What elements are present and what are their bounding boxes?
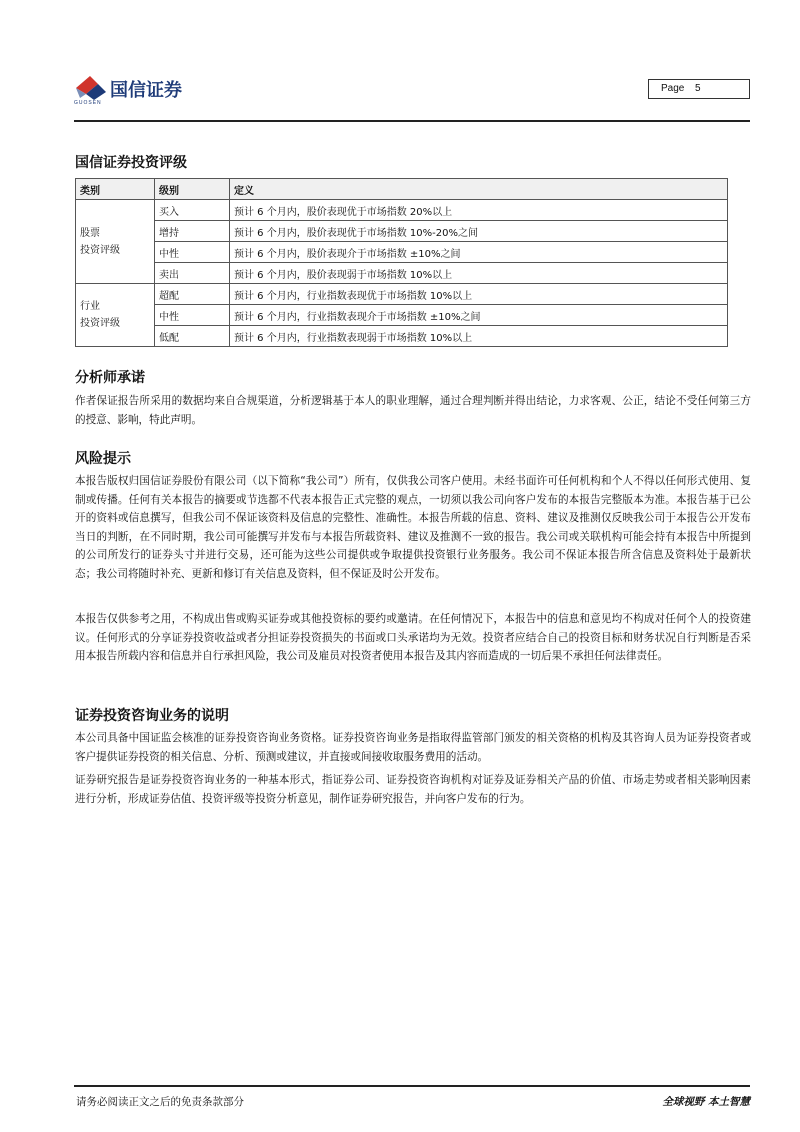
category-line: 股票 — [80, 227, 100, 239]
level-cell: 卖出 — [155, 263, 230, 284]
table-row — [76, 305, 728, 326]
consulting-paragraph-1: 本公司具备中国证监会核准的证券投资咨询业务资格。证券投资咨询业务是指取得监管部门颁发的相关资格的机构及其咨询人员为证券投资者或客户提供证券投资的相关信息、分析、预测或建议，并直接或间接收取服务费用的活动。 — [75, 732, 751, 763]
logo-subtext: GUOSEN — [74, 100, 102, 106]
risk-paragraph-2: 本报告仅供参考之用，不构成出售或购买证券或其他投资标的要约或邀请。在任何情况下，本报告中的信息和意见均不构成对任何个人的投资建议。任何形式的分享证券投资收益或者分担证券投资损失的书面或口头承诺均为无效。投资者应结合自己的投资目标和财务状况自行判断是否采用本报告所载内容和信息并自行承担风险，我公司及雇员对投资者使用本报告及其内容而造成的一切后果不承担任何法律责任。 — [75, 613, 751, 662]
footer-divider — [74, 1085, 750, 1087]
definition-cell: 预计 6 个月内，股价表现介于市场指数 ±10%之间 — [230, 242, 728, 263]
definition-cell: 预计 6 个月内，行业指数表现介于市场指数 ±10%之间 — [230, 305, 728, 326]
table-row — [76, 284, 728, 305]
analyst-section-title: 分析师承诺 — [75, 370, 145, 386]
table-header-row — [76, 179, 728, 200]
level-cell: 中性 — [155, 242, 230, 263]
level-cell: 增持 — [155, 221, 230, 242]
definition-cell: 预计 6 个月内，行业指数表现弱于市场指数 10%以上 — [230, 326, 728, 347]
definition-cell: 预计 6 个月内，股价表现弱于市场指数 10%以上 — [230, 263, 728, 284]
consulting-section-title: 证券投资咨询业务的说明 — [75, 708, 229, 724]
header-definition: 定义 — [230, 179, 728, 200]
consulting-paragraph-2: 证券研究报告是证券投资咨询业务的一种基本形式，指证券公司、证券投资咨询机构对证券及证券相关产品的价值、市场走势或者相关影响因素进行分析，形成证券估值、投资评级等投资分析意见，制作证券研究报告，并向客户发布的行为。 — [75, 774, 751, 805]
category-cell-stock — [76, 200, 155, 284]
definition-cell: 预计 6 个月内，股价表现优于市场指数 20%以上 — [230, 200, 728, 221]
category-line: 行业 — [80, 301, 100, 312]
table-row — [76, 200, 728, 221]
logo-text: 国信证券 — [110, 80, 182, 101]
category-line: 投资评级 — [80, 244, 120, 256]
header-divider — [74, 120, 750, 122]
definition-cell: 预计 6 个月内，股价表现优于市场指数 10%-20%之间 — [230, 221, 728, 242]
page-header — [74, 70, 750, 122]
table-row — [76, 263, 728, 284]
header-category: 类别 — [76, 179, 155, 200]
rating-table — [75, 178, 728, 347]
rating-section-title: 国信证券投资评级 — [75, 155, 187, 171]
level-cell: 低配 — [155, 326, 230, 347]
level-cell: 买入 — [155, 200, 230, 221]
page-label: Page — [661, 83, 685, 94]
risk-section-title: 风险提示 — [75, 451, 131, 467]
table-row — [76, 242, 728, 263]
header-level: 级别 — [155, 179, 230, 200]
level-cell: 中性 — [155, 305, 230, 326]
page-number-box — [648, 79, 750, 99]
table-row — [76, 221, 728, 242]
logo-mark-icon — [74, 74, 108, 100]
risk-paragraph-1: 本报告版权归国信证券股份有限公司（以下简称“我公司”）所有，仅供我公司客户使用。未经书面许可任何机构和个人不得以任何形式使用、复制或传播。任何有关本报告的摘要或节选都不代表本报告正式完整的观点，一切须以我公司向客户发布的本报告完整版本为准。本报告基于已公开的资料或信息撰写，但我公司不保证该资料及信息的完整性、准确性。本报告所载的信息、资料、建议及推测仅反映我公司于本报告公开发布当日的判断，在不同时期，我公司可能撰写并发布与本报告所载资料、建议及推测不一致的报告。我公司或关联机构可能会持有本报告中所提到的公司所发行的证券头寸并进行交易，还可能为这些公司提供或争取提供投资银行业务服务。我公司不保证本报告所含信息及资料处于最新状态；我公司将随时补充、更新和修订有关信息及资料，但不保证及时公开发布。 — [75, 475, 751, 580]
footer-disclaimer-note: 请务必阅读正文之后的免责条款部分 — [76, 1096, 244, 1108]
category-cell-industry — [76, 284, 155, 347]
analyst-paragraph: 作者保证报告所采用的数据均来自合规渠道，分析逻辑基于本人的职业理解，通过合理判断并得出结论，力求客观、公正，结论不受任何第三方的授意、影响，特此声明。 — [75, 395, 751, 426]
level-cell: 超配 — [155, 284, 230, 305]
category-line: 投资评级 — [80, 318, 120, 329]
page-number: 5 — [695, 83, 701, 94]
company-logo — [74, 74, 214, 110]
footer-slogan: 全球视野 本土智慧 — [662, 1096, 750, 1108]
definition-cell: 预计 6 个月内，行业指数表现优于市场指数 10%以上 — [230, 284, 728, 305]
table-row — [76, 326, 728, 347]
